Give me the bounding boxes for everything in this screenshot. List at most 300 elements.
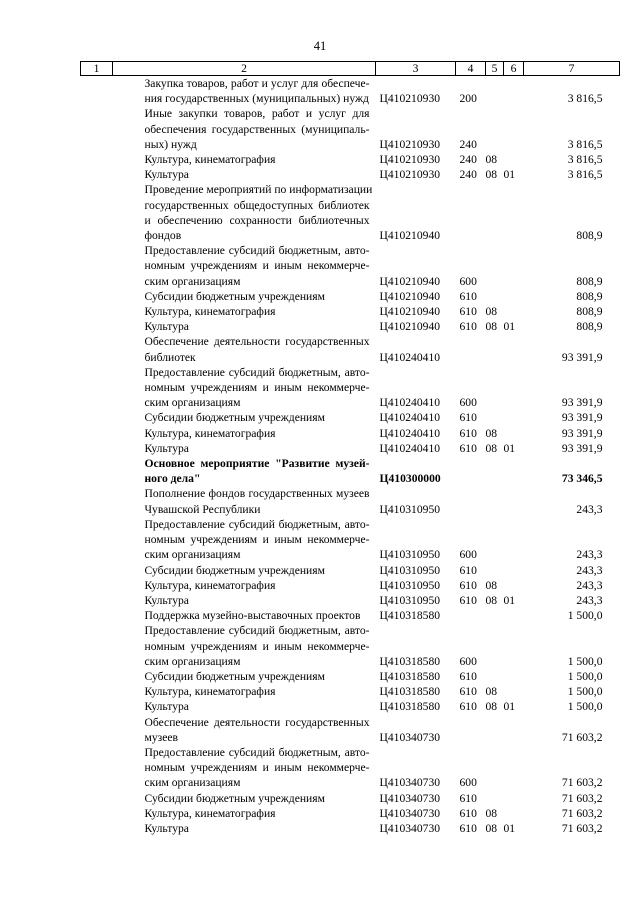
row-subsection: [504, 517, 524, 563]
row-subsection: [504, 365, 524, 411]
row-expense-type: 610: [459, 806, 477, 820]
row-section: 08: [485, 168, 498, 182]
row-index-cell: [81, 517, 113, 563]
row-index-cell: [81, 243, 113, 289]
row-expense-type: 610: [459, 700, 477, 714]
table-row: [81, 745, 620, 791]
row-index-cell: [81, 593, 113, 608]
table-row: [81, 243, 620, 289]
table-row: [81, 517, 620, 563]
row-target-code: Ц410310950: [379, 593, 441, 607]
row-description: [113, 76, 376, 107]
description-line: Культура, кинематография: [144, 426, 276, 440]
row-expense-type: [456, 334, 486, 364]
row-subsection: [504, 334, 524, 364]
row-expense-type: 240: [459, 168, 477, 182]
row-description: [113, 791, 376, 806]
row-expense-type: 610: [459, 426, 477, 440]
row-description: [113, 167, 376, 182]
row-expense-type: [456, 456, 486, 486]
row-expense-type: 610: [459, 563, 477, 577]
description-line: и обеспечению сохранности библиотечных: [144, 213, 370, 227]
row-target-code: Ц410340730: [379, 806, 441, 820]
table-row: [81, 608, 620, 623]
row-expense-type: 610: [459, 685, 477, 699]
row-target-code: Ц410318580: [379, 609, 441, 623]
table-row: [81, 319, 620, 334]
row-description: [113, 745, 376, 791]
description-line: Культура: [144, 168, 189, 182]
row-target-code: Ц410318580: [379, 700, 441, 714]
row-amount: 1 500,0: [567, 654, 603, 668]
table-row: [81, 699, 620, 714]
row-amount: 808,9: [576, 320, 603, 334]
description-line: ским организациям: [144, 654, 241, 668]
row-section: [486, 517, 504, 563]
row-description: [113, 182, 376, 243]
row-index-cell: [81, 319, 113, 334]
table-row: [81, 669, 620, 684]
row-amount: 3 816,5: [567, 153, 603, 167]
row-section: [486, 243, 504, 289]
description-line: ским организациям: [144, 548, 241, 562]
row-expense-type: [456, 182, 486, 243]
row-section: 08: [485, 441, 498, 455]
row-subsection: [504, 578, 524, 593]
row-amount: 71 603,2: [561, 806, 603, 820]
row-target-code: Ц410210940: [379, 229, 441, 243]
description-line: ским организациям: [144, 396, 241, 410]
description-line: Основное мероприятие "Развитие музей-: [144, 457, 370, 471]
row-amount: 808,9: [576, 289, 603, 303]
description-line: Проведение мероприятий по информатизации: [144, 183, 373, 197]
row-index-cell: [81, 745, 113, 791]
row-amount: 71 603,2: [561, 776, 603, 790]
row-amount: 93 391,9: [561, 441, 603, 455]
description-line: Поддержка музейно-выставочных проектов: [144, 609, 361, 623]
row-subsection: [504, 669, 524, 684]
table-row: [81, 578, 620, 593]
description-line: номным учреждениям и иным некоммерче-: [144, 761, 370, 775]
row-expense-type: 600: [459, 548, 477, 562]
row-target-code: Ц410210930: [379, 153, 441, 167]
row-subsection: [504, 243, 524, 289]
row-description: [113, 517, 376, 563]
table-row: [81, 623, 620, 669]
row-index-cell: [81, 456, 113, 486]
row-target-code: Ц410318580: [379, 685, 441, 699]
row-index-cell: [81, 806, 113, 821]
row-subsection: [504, 76, 524, 107]
table-row: [81, 593, 620, 608]
row-description: [113, 593, 376, 608]
description-line: Субсидии бюджетным учреждениям: [144, 289, 325, 303]
row-subsection: 01: [503, 168, 516, 182]
row-amount: 243,3: [576, 593, 603, 607]
row-amount: 808,9: [576, 305, 603, 319]
row-section: [486, 182, 504, 243]
row-description: [113, 334, 376, 364]
row-expense-type: 610: [459, 411, 477, 425]
row-description: [113, 456, 376, 486]
row-section: [486, 608, 504, 623]
row-amount: 93 391,9: [561, 350, 603, 364]
description-line: Предоставление субсидий бюджетным, авто-: [144, 624, 370, 638]
row-section: 08: [485, 821, 498, 835]
row-target-code: Ц410210940: [379, 320, 441, 334]
row-subsection: [504, 608, 524, 623]
table-row: [81, 167, 620, 182]
row-amount: 808,9: [576, 229, 603, 243]
row-section: [486, 106, 504, 152]
description-line: Субсидии бюджетным учреждениям: [144, 669, 325, 683]
row-description: [113, 715, 376, 745]
table-header: [81, 62, 620, 76]
row-description: [113, 578, 376, 593]
row-expense-type: 610: [459, 669, 477, 683]
description-line: ного дела": [144, 472, 201, 486]
row-expense-type: 610: [459, 320, 477, 334]
row-subsection: [504, 426, 524, 441]
row-target-code: Ц410210940: [379, 305, 441, 319]
row-amount: 71 603,2: [561, 791, 603, 805]
row-description: [113, 365, 376, 411]
row-subsection: [504, 486, 524, 516]
table-body: [81, 76, 620, 837]
row-description: [113, 441, 376, 456]
table-row: [81, 365, 620, 411]
description-line: ния государственных (муниципальных) нужд: [144, 92, 369, 106]
table-row: [81, 456, 620, 486]
description-line: Предоставление субсидий бюджетным, авто-: [144, 517, 370, 531]
row-target-code: Ц410210930: [379, 137, 441, 151]
row-index-cell: [81, 152, 113, 167]
row-amount: 3 816,5: [567, 137, 603, 151]
row-amount: 243,3: [576, 563, 603, 577]
description-line: Предоставление субсидий бюджетным, авто-: [144, 365, 370, 379]
row-target-code: Ц410340730: [379, 821, 441, 835]
row-subsection: [504, 563, 524, 578]
row-index-cell: [81, 684, 113, 699]
row-subsection: [504, 806, 524, 821]
description-line: музеев: [144, 730, 178, 744]
row-amount: 3 816,5: [567, 92, 603, 106]
description-line: Предоставление субсидий бюджетным, авто-: [144, 745, 370, 759]
row-section: 08: [485, 685, 498, 699]
row-index-cell: [81, 304, 113, 319]
row-subsection: 01: [503, 821, 516, 835]
row-section: 08: [485, 153, 498, 167]
table-row: [81, 441, 620, 456]
row-amount: 1 500,0: [567, 685, 603, 699]
row-expense-type: [456, 486, 486, 516]
row-section: [486, 365, 504, 411]
table-row: [81, 821, 620, 836]
table-row: [81, 304, 620, 319]
row-description: [113, 243, 376, 289]
row-target-code: Ц410310950: [379, 563, 441, 577]
table-row: [81, 563, 620, 578]
row-section: [486, 669, 504, 684]
row-index-cell: [81, 182, 113, 243]
description-line: Субсидии бюджетным учреждениям: [144, 791, 325, 805]
description-line: Субсидии бюджетным учреждениям: [144, 563, 325, 577]
row-target-code: Ц410210940: [379, 274, 441, 288]
row-subsection: [504, 289, 524, 304]
description-line: Чувашской Республики: [144, 502, 261, 516]
row-target-code: Ц410310950: [379, 502, 441, 516]
row-section: [486, 563, 504, 578]
row-expense-type: 610: [459, 289, 477, 303]
row-section: [486, 456, 504, 486]
description-line: Культура: [144, 593, 189, 607]
row-target-code: Ц410340730: [379, 730, 441, 744]
description-line: Пополнение фондов государственных музеев: [144, 487, 370, 501]
row-expense-type: 240: [459, 153, 477, 167]
row-index-cell: [81, 608, 113, 623]
row-amount: 808,9: [576, 274, 603, 288]
row-amount: 71 603,2: [561, 730, 603, 744]
row-description: [113, 426, 376, 441]
row-index-cell: [81, 441, 113, 456]
description-line: Культура: [144, 700, 189, 714]
row-index-cell: [81, 426, 113, 441]
row-amount: 93 391,9: [561, 426, 603, 440]
description-line: ским организациям: [144, 776, 241, 790]
row-subsection: [504, 304, 524, 319]
row-index-cell: [81, 699, 113, 714]
description-line: номным учреждениям и иным некоммерче-: [144, 381, 370, 395]
row-target-code: Ц410300000: [379, 472, 441, 486]
row-subsection: [504, 791, 524, 806]
description-line: Обеспечение деятельности государственных: [144, 715, 370, 729]
table-row: [81, 806, 620, 821]
table-row: [81, 152, 620, 167]
row-target-code: Ц410240410: [379, 441, 441, 455]
description-line: Культура, кинематография: [144, 153, 276, 167]
row-subsection: [504, 623, 524, 669]
header-col-7: 7: [524, 62, 620, 76]
row-index-cell: [81, 578, 113, 593]
description-line: государственных общедоступных библиотек: [144, 198, 370, 212]
row-subsection: 01: [503, 593, 516, 607]
row-expense-type: 200: [459, 92, 477, 106]
row-expense-type: 610: [459, 441, 477, 455]
row-amount: 243,3: [576, 548, 603, 562]
table-row: [81, 715, 620, 745]
row-section: 08: [485, 578, 498, 592]
row-subsection: [504, 410, 524, 425]
description-line: фондов: [144, 229, 182, 243]
row-description: [113, 669, 376, 684]
description-line: Культура, кинематография: [144, 305, 276, 319]
row-amount: 73 346,5: [561, 472, 603, 486]
row-section: [486, 289, 504, 304]
header-row: [81, 62, 620, 76]
row-expense-type: 600: [459, 274, 477, 288]
row-subsection: [504, 106, 524, 152]
row-description: [113, 821, 376, 836]
row-index-cell: [81, 167, 113, 182]
row-section: [486, 334, 504, 364]
description-line: Культура: [144, 441, 189, 455]
row-index-cell: [81, 106, 113, 152]
row-expense-type: 240: [459, 137, 477, 151]
table-row: [81, 791, 620, 806]
row-target-code: Ц410318580: [379, 669, 441, 683]
row-subsection: 01: [503, 700, 516, 714]
row-description: [113, 152, 376, 167]
row-expense-type: 600: [459, 396, 477, 410]
row-target-code: Ц410210930: [379, 168, 441, 182]
row-section: 08: [485, 806, 498, 820]
row-description: [113, 806, 376, 821]
description-line: обеспечения государственных (муниципаль-: [144, 122, 370, 136]
row-amount: 3 816,5: [567, 168, 603, 182]
row-amount: 243,3: [576, 578, 603, 592]
budget-table: [80, 61, 620, 836]
description-line: Иные закупки товаров, работ и услуг для: [144, 107, 370, 121]
row-description: [113, 289, 376, 304]
row-section: [486, 76, 504, 107]
row-index-cell: [81, 365, 113, 411]
row-index-cell: [81, 410, 113, 425]
row-target-code: Ц410240410: [379, 350, 441, 364]
row-description: [113, 608, 376, 623]
row-index-cell: [81, 563, 113, 578]
description-line: Обеспечение деятельности государственных: [144, 335, 370, 349]
row-expense-type: 610: [459, 305, 477, 319]
row-target-code: Ц410310950: [379, 578, 441, 592]
description-line: Субсидии бюджетным учреждениям: [144, 411, 325, 425]
row-index-cell: [81, 715, 113, 745]
description-line: Культура, кинематография: [144, 578, 276, 592]
description-line: библиотек: [144, 350, 196, 364]
header-col-1: 1: [81, 62, 113, 76]
page-number: 41: [313, 39, 327, 53]
row-target-code: Ц410210940: [379, 289, 441, 303]
table-row: [81, 76, 620, 107]
row-index-cell: [81, 76, 113, 107]
row-target-code: Ц410240410: [379, 426, 441, 440]
description-line: номным учреждениям и иным некоммерче-: [144, 533, 370, 547]
row-subsection: [504, 684, 524, 699]
row-subsection: 01: [503, 441, 516, 455]
row-description: [113, 304, 376, 319]
row-description: [113, 410, 376, 425]
header-col-2: 2: [113, 62, 376, 76]
row-amount: 1 500,0: [567, 609, 603, 623]
row-target-code: Ц410340730: [379, 791, 441, 805]
row-index-cell: [81, 791, 113, 806]
row-section: [486, 486, 504, 516]
row-description: [113, 106, 376, 152]
row-amount: 93 391,9: [561, 411, 603, 425]
row-section: [486, 715, 504, 745]
row-subsection: [504, 745, 524, 791]
row-section: 08: [485, 700, 498, 714]
row-description: [113, 699, 376, 714]
table-row: [81, 410, 620, 425]
row-target-code: Ц410210930: [379, 92, 441, 106]
row-description: [113, 486, 376, 516]
row-index-cell: [81, 623, 113, 669]
row-subsection: 01: [503, 320, 516, 334]
row-subsection: [504, 715, 524, 745]
row-amount: 1 500,0: [567, 700, 603, 714]
description-line: Культура, кинематография: [144, 685, 276, 699]
row-expense-type: 610: [459, 791, 477, 805]
description-line: ским организациям: [144, 274, 241, 288]
row-section: [486, 623, 504, 669]
description-line: номным учреждениям и иным некоммерче-: [144, 639, 370, 653]
row-expense-type: 610: [459, 578, 477, 592]
row-section: 08: [485, 320, 498, 334]
row-description: [113, 563, 376, 578]
row-amount: 71 603,2: [561, 821, 603, 835]
row-target-code: Ц410240410: [379, 396, 441, 410]
row-index-cell: [81, 486, 113, 516]
description-line: номным учреждениям и иным некоммерче-: [144, 259, 370, 273]
row-expense-type: 610: [459, 593, 477, 607]
row-description: [113, 684, 376, 699]
row-expense-type: [456, 715, 486, 745]
header-col-6: 6: [504, 62, 524, 76]
description-line: Культура, кинематография: [144, 806, 276, 820]
row-expense-type: 600: [459, 654, 477, 668]
row-section: 08: [485, 305, 498, 319]
row-expense-type: [456, 608, 486, 623]
row-subsection: [504, 456, 524, 486]
row-index-cell: [81, 669, 113, 684]
row-target-code: Ц410340730: [379, 776, 441, 790]
row-section: [486, 745, 504, 791]
description-line: Культура: [144, 821, 189, 835]
row-subsection: [504, 152, 524, 167]
row-expense-type: 600: [459, 776, 477, 790]
row-description: [113, 319, 376, 334]
table-row: [81, 486, 620, 516]
row-amount: 93 391,9: [561, 396, 603, 410]
row-section: 08: [485, 593, 498, 607]
description-line: Предоставление субсидий бюджетным, авто-: [144, 244, 370, 258]
row-expense-type: 610: [459, 821, 477, 835]
table-row: [81, 334, 620, 364]
row-section: 08: [485, 426, 498, 440]
description-line: ных) нужд: [144, 137, 197, 151]
table-row: [81, 289, 620, 304]
row-amount: 1 500,0: [567, 669, 603, 683]
row-amount: 243,3: [576, 502, 603, 516]
row-section: [486, 410, 504, 425]
header-col-3: 3: [376, 62, 456, 76]
row-target-code: Ц410240410: [379, 411, 441, 425]
table-row: [81, 106, 620, 152]
table-row: [81, 426, 620, 441]
row-index-cell: [81, 821, 113, 836]
table-row: [81, 182, 620, 243]
row-index-cell: [81, 334, 113, 364]
table-row: [81, 684, 620, 699]
row-target-code: Ц410310950: [379, 548, 441, 562]
row-subsection: [504, 182, 524, 243]
row-section: [486, 791, 504, 806]
header-col-4: 4: [456, 62, 486, 76]
header-col-5: 5: [486, 62, 504, 76]
row-target-code: Ц410318580: [379, 654, 441, 668]
row-description: [113, 623, 376, 669]
row-index-cell: [81, 289, 113, 304]
